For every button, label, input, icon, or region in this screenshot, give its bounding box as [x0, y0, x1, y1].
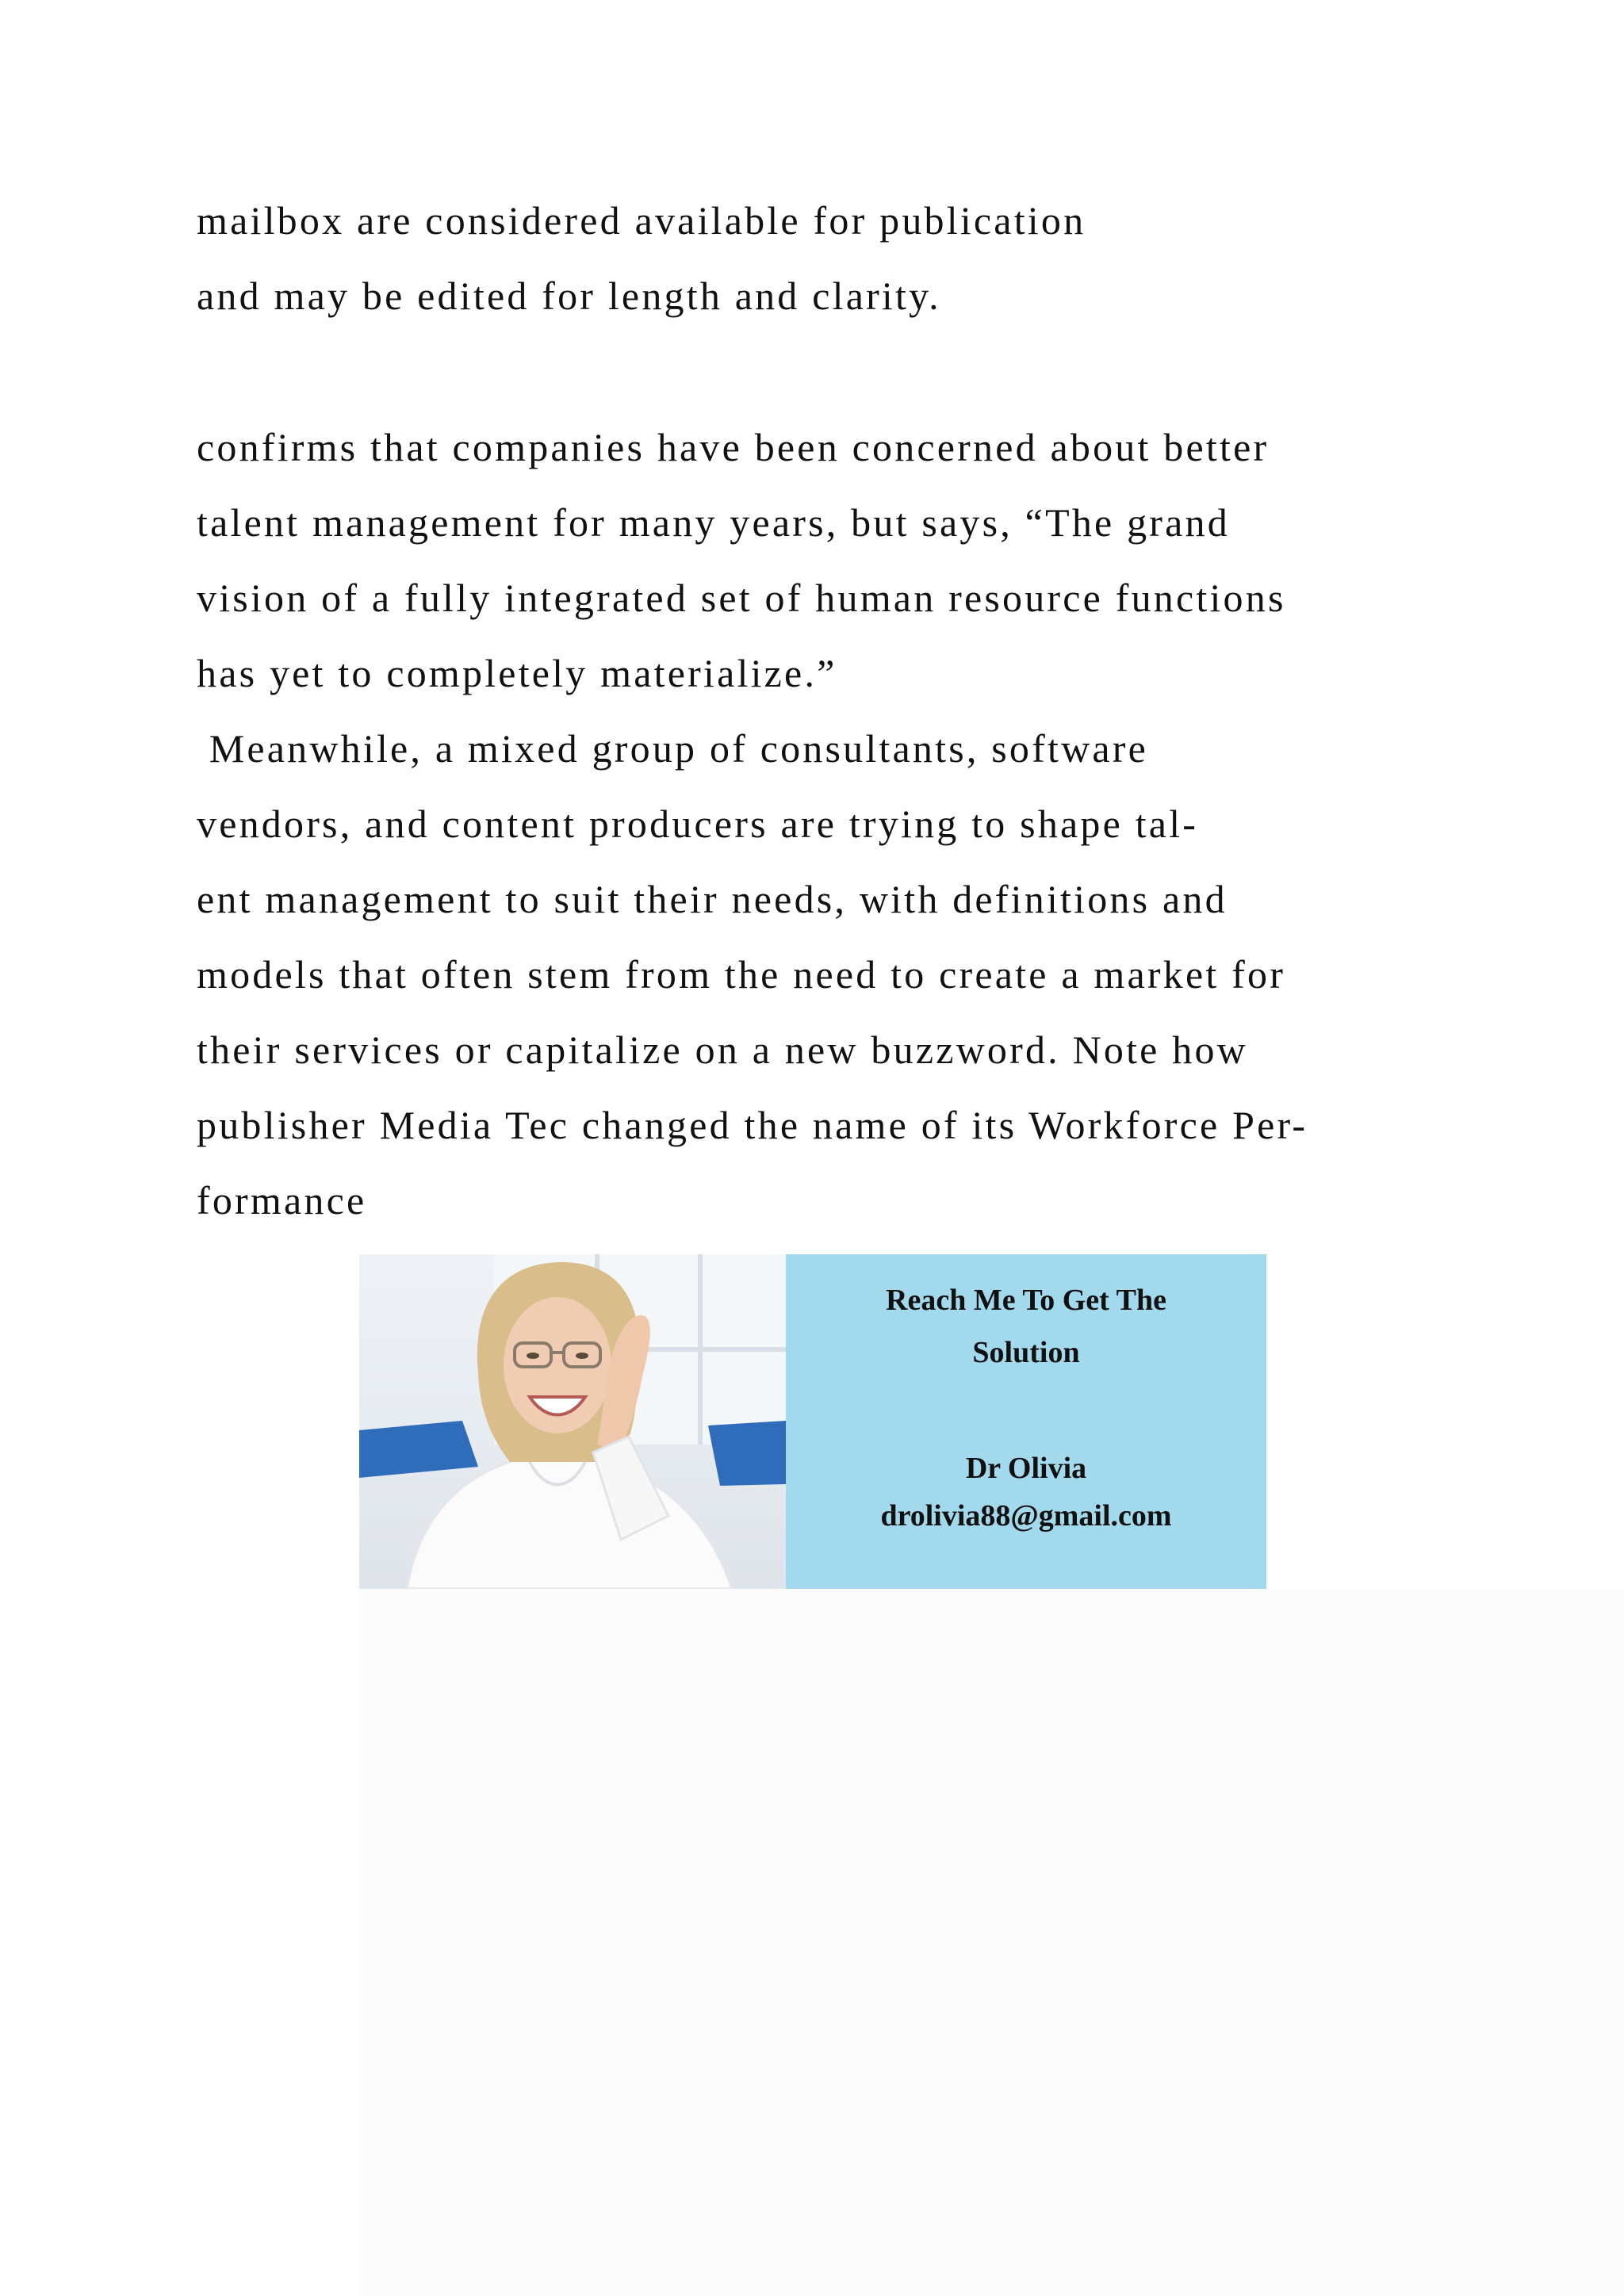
text-line: confirms that companies have been concerned about better: [197, 425, 1270, 469]
promo-headline: Solution: [972, 1336, 1080, 1369]
portrait-illustration: [359, 1254, 786, 1589]
text-line: ent management to suit their needs, with definitions and: [197, 877, 1228, 921]
contact-card: [786, 1254, 1266, 1589]
promo-headline: Reach Me To Get The: [886, 1284, 1166, 1317]
text-line: formance: [197, 1178, 367, 1223]
text-line: mailbox are considered available for publication: [197, 198, 1086, 243]
text-line: publisher Media Tec changed the name of its Workforce Per-: [197, 1103, 1308, 1147]
text-line: and may be edited for length and clarity.: [197, 274, 941, 318]
contact-name: Dr Olivia: [965, 1452, 1087, 1485]
portrait-photo: [359, 1254, 786, 1589]
text-line: Meanwhile, a mixed group of consultants, software: [197, 726, 1149, 771]
text-line: vendors, and content producers are trying to shape tal-: [197, 802, 1199, 846]
text-line: their services or capitalize on a new buzzword. Note how: [197, 1027, 1248, 1072]
page-background-tint: [358, 1589, 1624, 2296]
contact-email: drolivia88@gmail.com: [880, 1499, 1172, 1533]
text-line: talent management for many years, but says, “The grand: [197, 500, 1230, 545]
text-line: has yet to completely materialize.”: [197, 651, 837, 695]
text-line: vision of a fully integrated set of human resource functions: [197, 576, 1286, 620]
promo-banner: [359, 1254, 1266, 1589]
text-line: models that often stem from the need to create a market for: [197, 952, 1286, 997]
